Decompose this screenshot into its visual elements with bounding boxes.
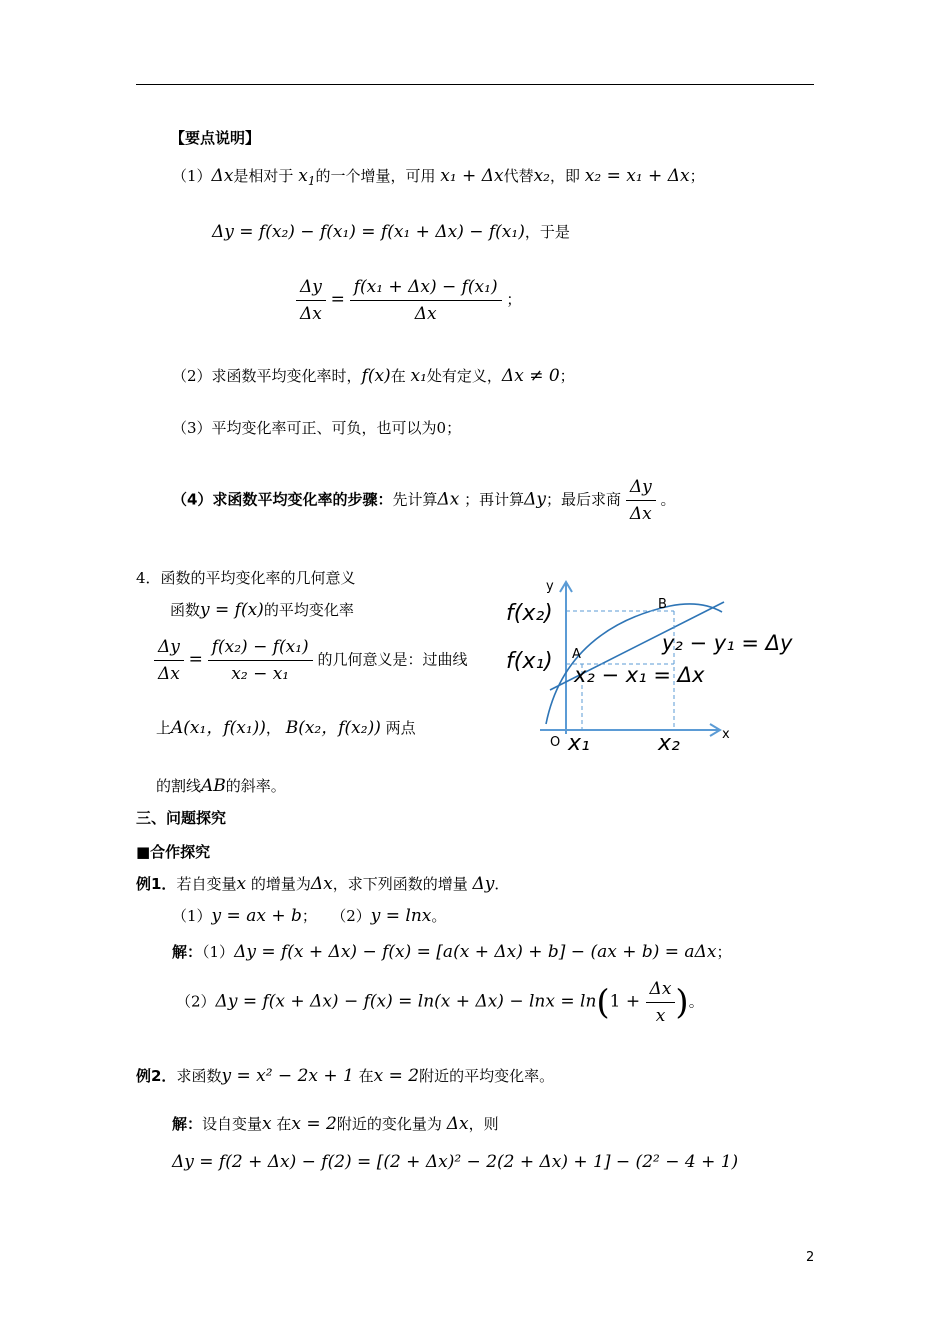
example-2-solution: 解：设自变量x 在x = 2附近的变化量为 Δx，则 [172,1114,499,1134]
page-number: 2 [806,1250,815,1265]
graph-origin-label: O [550,735,561,750]
graph-fx2-label: f(x₂) [506,601,553,626]
example-1-solution-1: 解：（1）Δy = f(x + Δx) − f(x) = [a(x + Δx) + b] − (ax + b) = aΔx； [172,942,732,962]
header-rule [136,84,814,85]
graph-fx1-label: f(x₁) [506,649,553,674]
axes [540,582,720,736]
example-2-calc: Δy = f(2 + Δx) − f(2) = [(2 + Δx)² − 2(2 + Δx) + 1] − (2² − 4 + 1) [172,1152,739,1172]
point-2: （2）求函数平均变化率时，f(x)在 x₁处有定义，Δx ≠ 0； [172,366,575,386]
graph-x-axis-label: x [722,727,730,742]
example-1-cases: （1）y = ax + b； （2）y = lnx。 [172,906,447,926]
point-4: （4）求函数平均变化率的步骤：先计算Δx ；再计算Δy；最后求商 $\frac{\Delta y}{\Delta x}$ 。 [172,477,676,524]
graph-point-b: B [658,597,667,612]
graph-dy-label: y₂ − y₁ = Δy [662,631,793,655]
example-2: 例2．求函数y = x² − 2x + 1 在x = 2附近的平均变化率。 [136,1066,555,1086]
graph-x1-label: x₁ [568,731,590,756]
section-4-line-4: 上A(x₁，f(x₁))， B(x₂，f(x₂)) 两点 [156,718,416,738]
key-points-heading: 【要点说明】 [170,129,261,147]
cooperative-heading: ■合作探究 [136,843,211,861]
secant-graph [500,574,793,764]
section-4-line-2: 函数y = f(x)的平均变化率 [170,600,354,620]
point-1-delta-y: Δy = f(x₂) − f(x₁) = f(x₁ + Δx) − f(x₁)，于是 [212,222,570,242]
section-4-formula: $\frac{\Delta y}{\Delta x}$ = $\frac{\text{f(x₂) − f(x₁)}}{\text{x₂ − x₁}}$ 的几何意义是：过曲线 [154,636,467,685]
section-3-heading: 三、问题探究 [136,809,227,827]
graph-y-axis-label: y [546,579,554,594]
section-4-title: 4．函数的平均变化率的几何意义 [136,569,356,587]
point-1-fraction: $\frac{\Delta y}{\Delta x}$ = $\frac{\text{f(x₁ + Δx) − f(x₁)}}{\Delta x}$ ； [296,276,521,325]
example-1: 例1．若自变量x 的增量为Δx，求下列函数的增量 Δy． [136,874,510,894]
point-3: （3）平均变化率可正、可负，也可以为0； [172,419,462,437]
section-4-line-5: 的割线AB的斜率。 [156,776,286,796]
graph-x2-label: x₂ [658,731,680,756]
point-1: （1）Δx是相对于 $x_1$的一个增量，可用 x₁ + Δx代替x₂，即 x₂ = x₁ + Δx； [172,166,705,188]
graph-dx-label: x₂ − x₁ = Δx [574,663,705,687]
graph-point-a: A [572,647,581,662]
example-1-solution-2: （2）Δy = f(x + Δx) − f(x) = ln(x + Δx) − lnx = ln(1 + $\frac{\Delta x}{x}$ )。 [176,979,704,1026]
